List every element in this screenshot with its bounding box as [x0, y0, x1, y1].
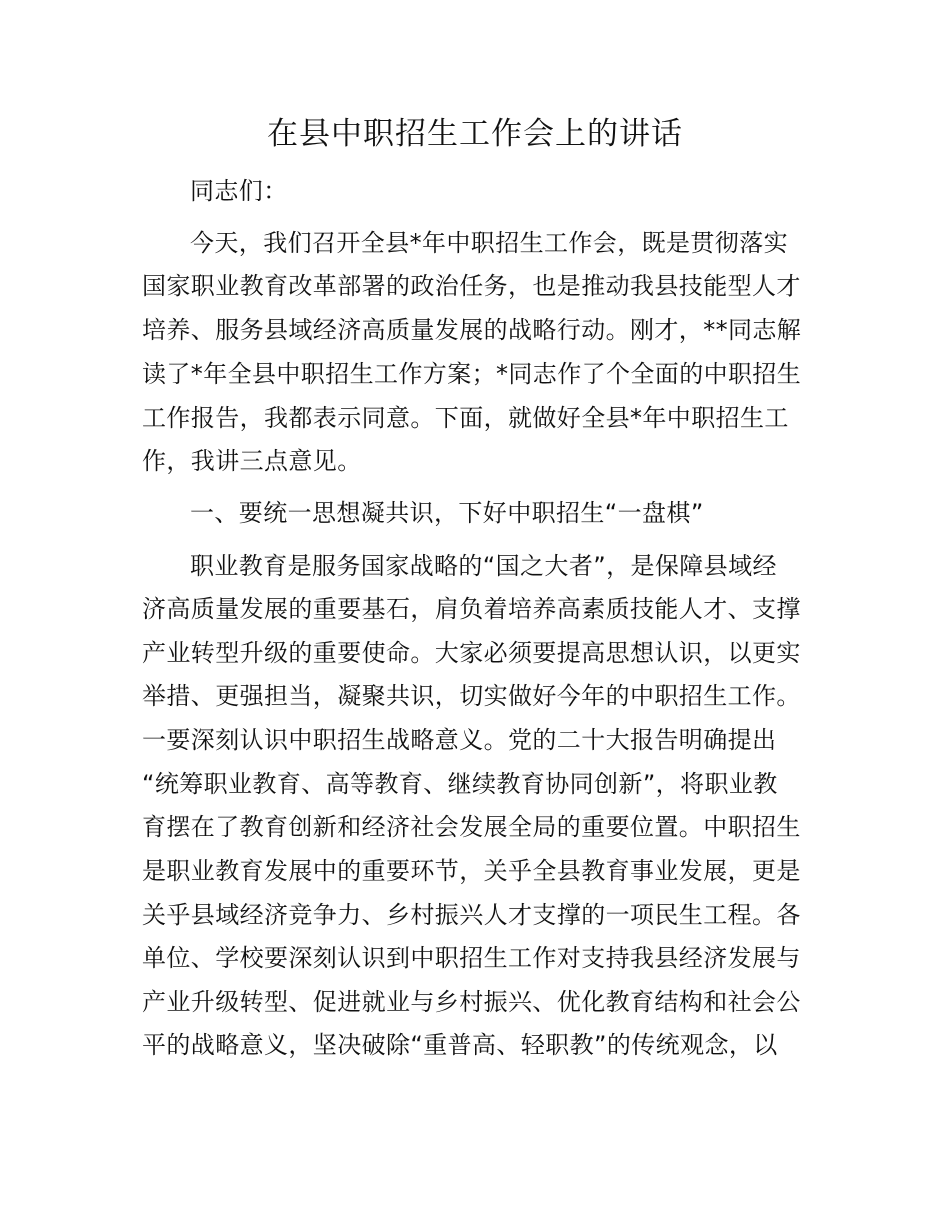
- body-line: 是职业教育发展中的重要环节，关乎全县教育事业发展，更是: [142, 857, 801, 885]
- body-line: 单位、学校要深刻认识到中职招生工作对支持我县经济发展与: [142, 944, 801, 972]
- body-line: 平的战略意义，坚决破除“重普高、轻职教”的传统观念，以: [142, 1031, 778, 1059]
- body-line: 济高质量发展的重要基石，肩负着培养高素质技能人才、支撑: [142, 595, 801, 623]
- section-heading: 一、要统一思想凝共识，下好中职招生“一盘棋”: [190, 499, 704, 527]
- body-line: 培养、服务县域经济高质量发展的战略行动。刚才，**同志解: [142, 316, 802, 344]
- body-line: 一要深刻认识中职招生战略意义。党的二十大报告明确提出: [142, 726, 777, 754]
- body-line: 举措、更强担当，凝聚共识，切实做好今年的中职招生工作。: [142, 682, 801, 710]
- document-title: 在县中职招生工作会上的讲话: [267, 116, 683, 152]
- body-line: 国家职业教育改革部署的政治任务，也是推动我县技能型人才: [142, 272, 801, 300]
- body-line: 读了*年全县中职招生工作方案；*同志作了个全面的中职招生: [142, 360, 802, 388]
- body-line: 今天，我们召开全县*年中职招生工作会，既是贯彻落实: [190, 229, 788, 257]
- body-line: 作，我讲三点意见。: [142, 447, 362, 475]
- body-line: 产业转型升级的重要使命。大家必须要提高思想认识，以更实: [142, 639, 801, 667]
- body-line: 产业升级转型、促进就业与乡村振兴、优化教育结构和社会公: [142, 988, 801, 1016]
- body-line: 工作报告，我都表示同意。下面，就做好全县*年中职招生工: [142, 404, 789, 432]
- body-line: “统筹职业教育、高等教育、继续教育协同创新”，将职业教: [142, 770, 778, 798]
- body-line: 关乎县域经济竞争力、乡村振兴人才支撑的一项民生工程。各: [142, 901, 801, 929]
- body-line: 职业教育是服务国家战略的“国之大者”，是保障县域经: [190, 552, 777, 580]
- body-line: 育摆在了教育创新和经济社会发展全局的重要位置。中职招生: [142, 813, 801, 841]
- salutation: 同志们：: [190, 177, 288, 205]
